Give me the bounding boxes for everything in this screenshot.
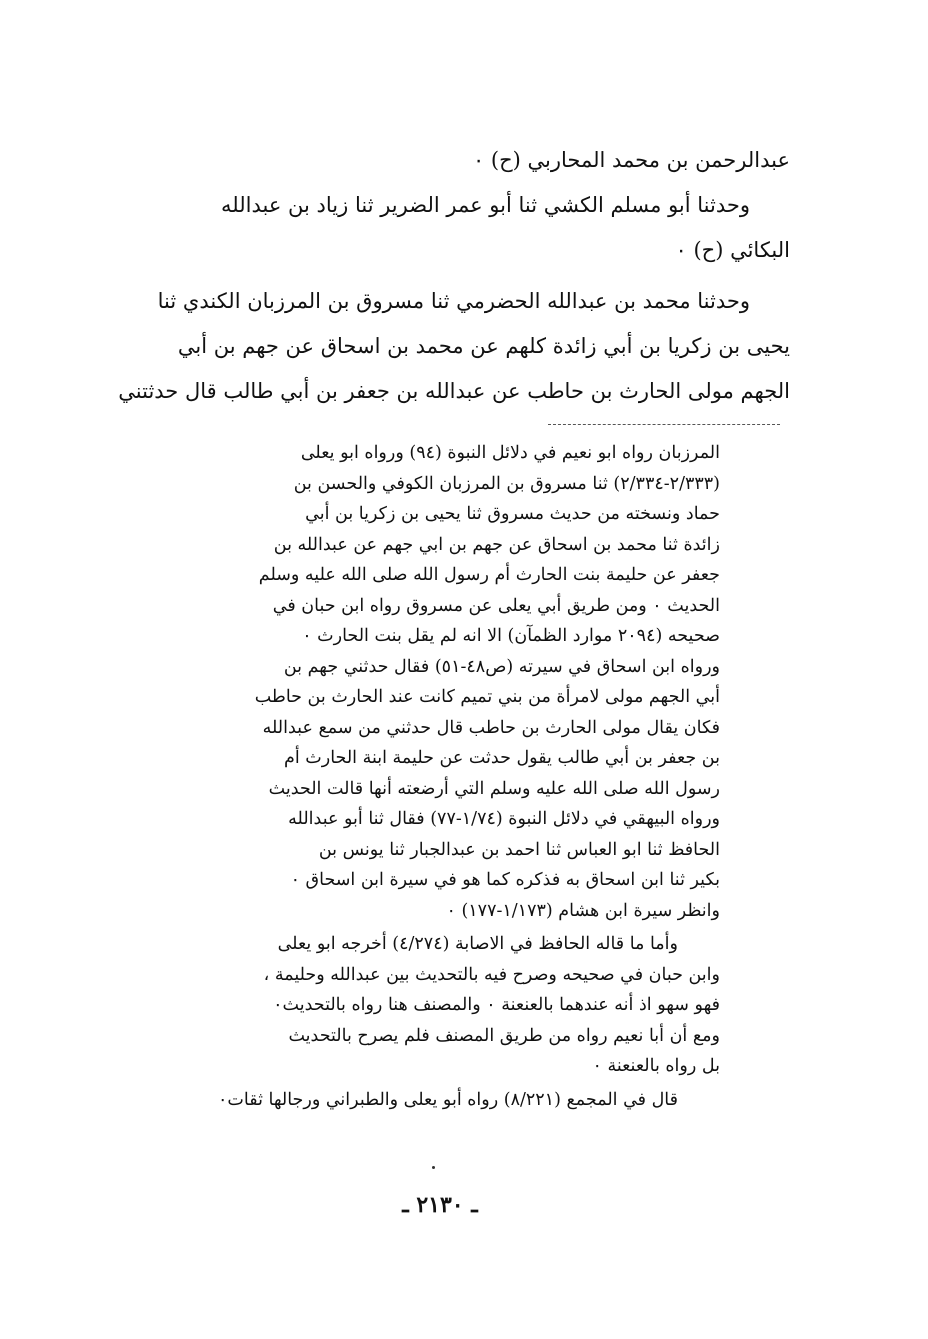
footnote-line: حماد ونسخته من حديث مسروق ثنا يحيى بن زكريا بن أبي — [305, 504, 720, 524]
main-text-line: يحيى بن زكريا بن أبي زائدة كلهم عن محمد بن اسحاق عن جهم بن أبي — [177, 334, 790, 358]
footnote-divider — [548, 424, 780, 425]
footnote-block — [88, 438, 720, 1115]
footnote-line: زائدة ثنا محمد بن اسحاق عن جهم بن ابي جهم عن عبدالله بن — [273, 534, 720, 555]
main-text-line: وحدثنا محمد بن عبدالله الحضرمي ثنا مسروق بن المرزبان الكندي ثنا — [157, 289, 750, 313]
footnote-line: ورواه البيهقي في دلائل النبوة (١/٧٤-٧٧) فقال ثنا أبو عبدالله — [288, 809, 720, 829]
footnote-line: بن جعفر بن أبي طالب يقول حدثت عن حليمة ابنة الحارث أم — [284, 748, 720, 768]
footnote-line: وابن حبان في صحيحه وصرح فيه بالتحديث بين عبدالله وحليمة ، — [263, 964, 720, 985]
footnote-line: ورواه ابن اسحاق في سيرته (ص٤٨-٥١) فقال حدثني جهم بن — [283, 656, 720, 677]
page-number: ـ ٢١٣٠ ـ — [402, 1192, 478, 1218]
footnote-line: الحافظ ثنا ابو العباس ثنا احمد بن عبدالجبار ثنا يونس بن — [318, 839, 720, 860]
footnote-line: قال في المجمع (٨/٢٢١) رواه أبو يعلى والطبراني ورجالها ثقات٠ — [218, 1089, 678, 1110]
footnote-line: وأما ما قاله الحافظ في الاصابة (٤/٢٧٤) أخرجه ابو يعلى — [277, 934, 678, 954]
footnote-line: ومع أن أبا نعيم رواه من طريق المصنف فلم يصرح بالتحديث — [288, 1025, 720, 1046]
footnote-line: وانظر سيرة ابن هشام (١/١٧٣-١٧٧) ٠ — [446, 900, 720, 921]
footnote-line: جعفر عن حليمة بنت الحارث أم رسول الله صلى الله عليه وسلم — [258, 565, 720, 585]
main-text-line: الجهم مولى الحارث بن حاطب عن عبدالله بن جعفر بن أبي طالب قال حدثتني — [118, 379, 790, 403]
footnote-line: رسول الله صلى الله عليه وسلم التي أرضعته أنها قالت الحديث — [268, 778, 720, 799]
main-text-line: عبدالرحمن بن محمد المحاربي (ح) ٠ — [472, 148, 790, 172]
main-text-block — [82, 138, 790, 414]
footnote-line: الحديث ٠ ومن طريق أبي يعلى عن مسروق رواه ابن حبان في — [272, 595, 720, 616]
dot-mark — [432, 1166, 435, 1169]
footnote-line: بكير ثنا ابن اسحاق به فذكره كما هو في سيرة ابن اسحاق ٠ — [290, 870, 720, 890]
footnote-line: (٢/٣٣٣-٢/٣٣٤) ثنا مسروق بن المرزبان الكوفي والحسن بن — [293, 473, 720, 494]
footnote-line: بل رواه بالعنعنة ٠ — [592, 1056, 720, 1076]
footnote-line: المرزبان رواه ابو نعيم في دلائل النبوة (٩٤) ورواه ابو يعلى — [300, 443, 720, 463]
main-text-line: البكائي (ح) ٠ — [675, 238, 790, 262]
footnote-line: صحيحه (٢٠٩٤ موارد الظمآن) الا انه لم يقل بنت الحارث ٠ — [302, 626, 720, 646]
footnote-line: أبي الجهم مولى لامرأة من بني تميم كانت عند الحارث بن حاطب — [254, 687, 720, 707]
main-text-line: وحدثنا أبو مسلم الكشي ثنا أبو عمر الضرير ثنا زياد بن عبدالله — [221, 193, 750, 217]
footnote-line: فكان يقال مولى الحارث بن حاطب قال حدثني من سمع عبدالله — [262, 717, 720, 738]
footnote-line: فهو سهو اذ أنه عندهما بالعنعنة ٠ والمصنف هنا رواه بالتحديث٠ — [273, 995, 720, 1015]
